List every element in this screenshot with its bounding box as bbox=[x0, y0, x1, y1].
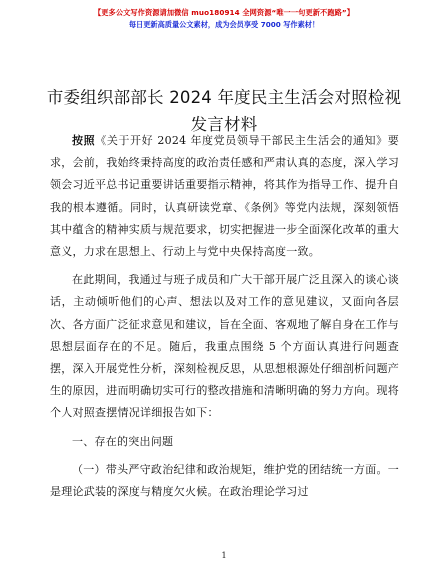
section-heading-text: 一、存在的突出问题 bbox=[72, 434, 174, 448]
paragraph-text: （一）带头严守政治纪律和政治规矩，维护党的团结统一方面。一是理论武装的深度与精度欠火候。在政治理论学习过 bbox=[50, 462, 399, 499]
title-line-1: 市委组织部部长 2024 年度民主生活会对照检视 bbox=[46, 88, 402, 107]
paragraph-text: 《关于开好 2024 年度党员领导干部民主生活会的通知》要求，会前，我始终秉持高度的政治责任感和严肃认真的态度，深入学习领会习近平总书记重要讲话重要指示精神，将其作为指导工作、提升自我的根本遵循。同时，认真研读党章、《条例》等党内法规，深刻领悟其中蕴含的精神实质与规范要求，切实把握进一步全面深化改革的重大意义，力求在思想上、行动上与党中央保持高度一致。 bbox=[50, 134, 399, 259]
paragraph-2 bbox=[50, 269, 399, 424]
section-heading bbox=[50, 431, 399, 453]
paragraph-text: 在此期间，我通过与班子成员和广大干部开展广泛且深入的谈心谈话，主动倾听他们的心声、想法以及对工作的意见建议，又面向各层次、各方面广泛征求意见和建议，旨在全面、客观地了解自身在工作与思想层面存在的不足。随后，我重点围绕 5 个方面认真进行问题查摆，深入开展党性分析，深刻检视反思，从思想根源处仔细剖析问题产生的原因，进而明确切实可行的整改措施和清晰明确的努力方向。现将个人对照查摆情况详细报告如下： bbox=[50, 273, 399, 420]
banner-line-2: 每日更新高质量公文素材，成为会员享受 7000 写作素材！ bbox=[128, 20, 320, 29]
document-body bbox=[50, 130, 399, 503]
title-line-2: 发言材料 bbox=[190, 115, 258, 134]
paragraph-3 bbox=[50, 459, 399, 503]
banner-line-1: 【更多公文写作资源请加微信 muo180914 全网资源“唯一一句更新不跑路”】 bbox=[93, 8, 355, 17]
paragraph-lead: 按照 bbox=[72, 134, 96, 147]
paragraph-1 bbox=[50, 130, 399, 263]
page-number: 1 bbox=[221, 551, 227, 560]
promo-banner bbox=[0, 8, 448, 30]
